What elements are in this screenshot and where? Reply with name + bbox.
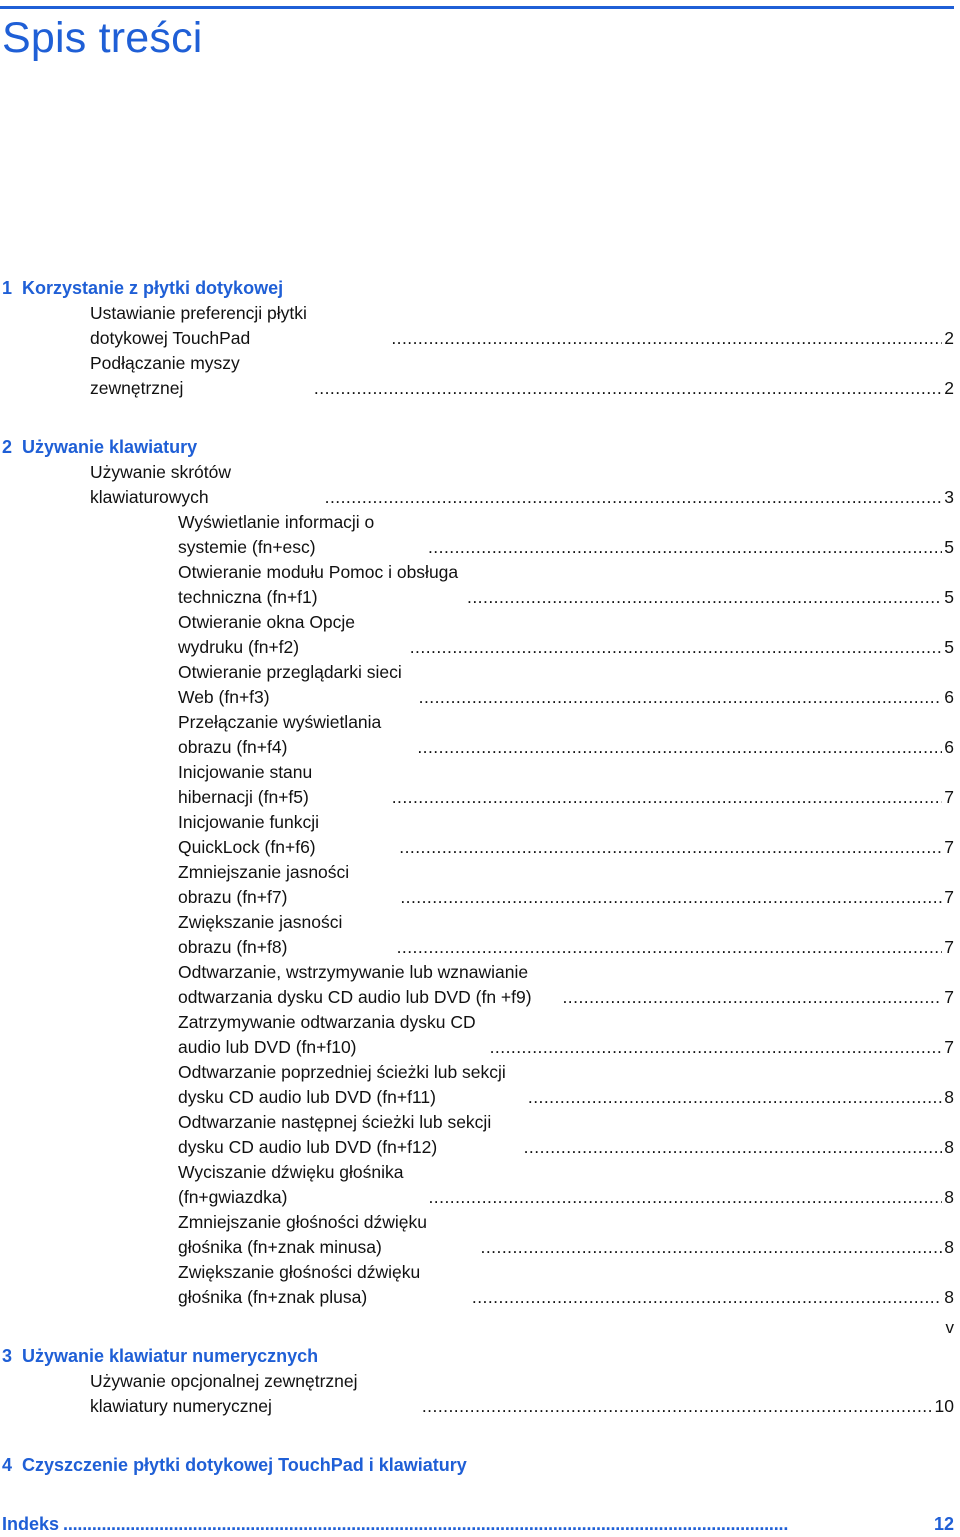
chapter-3-title[interactable] bbox=[0, 1344, 954, 1369]
toc-subentry[interactable] bbox=[0, 660, 954, 710]
toc-subentry-page: 8 bbox=[944, 1237, 954, 1257]
dot-leader bbox=[562, 985, 942, 1010]
toc-entry[interactable] bbox=[0, 351, 954, 401]
page-title: Spis treści bbox=[2, 14, 203, 62]
chapter-number: 2 bbox=[2, 437, 13, 457]
chapter-4-title[interactable] bbox=[0, 1453, 954, 1478]
toc-subentry-label: Inicjowanie stanu hibernacji (fn+f5) bbox=[178, 762, 313, 807]
toc-entry-label: Używanie opcjonalnej zewnętrznej klawiatury numerycznej bbox=[90, 1371, 358, 1416]
top-rule bbox=[0, 6, 954, 9]
toc-subentry[interactable] bbox=[0, 1260, 954, 1310]
toc-subentry[interactable] bbox=[0, 1010, 954, 1060]
chapter-number: 4 bbox=[2, 1455, 13, 1475]
toc-entry-page: 3 bbox=[944, 487, 954, 507]
dot-leader bbox=[490, 1035, 943, 1060]
toc-subentry-label: Zwiększanie głośności dźwięku głośnika (fn+znak plusa) bbox=[178, 1262, 421, 1307]
toc-subentry-page: 5 bbox=[944, 537, 954, 557]
chapter-title-text: Korzystanie z płytki dotykowej bbox=[22, 278, 284, 298]
chapter-title-text: Używanie klawiatury bbox=[22, 437, 198, 457]
dot-leader bbox=[467, 585, 942, 610]
toc-entry-label: Podłączanie myszy zewnętrznej bbox=[90, 353, 240, 398]
toc-subentry-page: 7 bbox=[944, 837, 954, 857]
dot-leader bbox=[400, 885, 942, 910]
toc-subentry-label: Inicjowanie funkcji QuickLock (fn+f6) bbox=[178, 812, 320, 857]
chapter-2-title[interactable] bbox=[0, 435, 954, 460]
dot-leader bbox=[314, 376, 942, 401]
dot-leader bbox=[481, 1235, 943, 1260]
toc-subentry-label: Wyciszanie dźwięku głośnika (fn+gwiazdka) bbox=[178, 1162, 404, 1207]
index-page: 12 bbox=[933, 1514, 954, 1534]
toc-subentry-page: 8 bbox=[944, 1187, 954, 1207]
toc-subentry-page: 7 bbox=[944, 787, 954, 807]
toc-subentry-label: Zmniejszanie głośności dźwięku głośnika (fn+znak minusa) bbox=[178, 1212, 427, 1257]
toc-subentry-label: Otwieranie okna Opcje wydruku (fn+f2) bbox=[178, 612, 356, 657]
index-label: Indeks bbox=[2, 1514, 60, 1534]
table-of-contents bbox=[0, 276, 954, 1537]
page-number: v bbox=[945, 1318, 954, 1337]
dot-leader bbox=[428, 1185, 942, 1210]
toc-subentry-label: Zatrzymywanie odtwarzania dysku CD audio lub DVD (fn+f10) bbox=[178, 1012, 476, 1057]
toc-subentry-page: 7 bbox=[944, 1037, 954, 1057]
dot-leader bbox=[63, 1512, 932, 1537]
toc-entry[interactable] bbox=[0, 1369, 954, 1419]
toc-subentry-label: Odtwarzanie następnej ścieżki lub sekcji dysku CD audio lub DVD (fn+f12) bbox=[178, 1112, 492, 1157]
toc-subentry-label: Odtwarzanie poprzedniej ścieżki lub sekcji dysku CD audio lub DVD (fn+f11) bbox=[178, 1062, 506, 1107]
chapter-1-section bbox=[0, 276, 954, 401]
toc-subentry-page: 7 bbox=[944, 887, 954, 907]
toc-subentry-label: Wyświetlanie informacji o systemie (fn+esc) bbox=[178, 512, 375, 557]
toc-subentry-page: 7 bbox=[944, 937, 954, 957]
toc-subentry-page: 8 bbox=[944, 1087, 954, 1107]
toc-subentry-page: 6 bbox=[944, 687, 954, 707]
toc-subentry-page: 6 bbox=[944, 737, 954, 757]
dot-leader bbox=[399, 835, 942, 860]
toc-subentry[interactable] bbox=[0, 1110, 954, 1160]
dot-leader bbox=[428, 535, 942, 560]
chapter-number: 3 bbox=[2, 1346, 13, 1366]
dot-leader bbox=[524, 1135, 943, 1160]
dot-leader bbox=[472, 1285, 942, 1310]
toc-subentry-page: 8 bbox=[944, 1287, 954, 1307]
dot-leader bbox=[397, 935, 943, 960]
toc-subentry[interactable] bbox=[0, 510, 954, 560]
toc-subentry[interactable] bbox=[0, 760, 954, 810]
chapter-title-text: Czyszczenie płytki dotykowej TouchPad i klawiatury bbox=[22, 1455, 467, 1475]
chapter-2-section bbox=[0, 435, 954, 1310]
toc-entry-page: 10 bbox=[934, 1396, 954, 1416]
dot-leader bbox=[410, 635, 943, 660]
toc-subentry-label: Zmniejszanie jasności obrazu (fn+f7) bbox=[178, 862, 350, 907]
dot-leader bbox=[419, 685, 943, 710]
toc-subentry-label: Odtwarzanie, wstrzymywanie lub wznawianie odtwarzania dysku CD audio lub DVD (fn +f9) bbox=[178, 962, 532, 1007]
chapter-4-section bbox=[0, 1453, 954, 1478]
toc-subentry-page: 5 bbox=[944, 637, 954, 657]
chapter-title-text: Używanie klawiatur numerycznych bbox=[22, 1346, 319, 1366]
chapter-number: 1 bbox=[2, 278, 13, 298]
toc-subentry-label: Otwieranie modułu Pomoc i obsługa techniczna (fn+f1) bbox=[178, 562, 459, 607]
toc-subentry-page: 7 bbox=[944, 987, 954, 1007]
toc-subentry[interactable] bbox=[0, 910, 954, 960]
chapter-3-section bbox=[0, 1344, 954, 1419]
toc-entry-page: 2 bbox=[944, 328, 954, 348]
toc-subentry-label: Otwieranie przeglądarki sieci Web (fn+f3) bbox=[178, 662, 402, 707]
toc-subentry-page: 5 bbox=[944, 587, 954, 607]
toc-subentry[interactable] bbox=[0, 810, 954, 860]
toc-subentry[interactable] bbox=[0, 560, 954, 610]
toc-subentry-label: Zwiększanie jasności obrazu (fn+f8) bbox=[178, 912, 343, 957]
index-entry[interactable] bbox=[0, 1512, 954, 1537]
toc-entry-page: 2 bbox=[944, 378, 954, 398]
index-section bbox=[0, 1512, 954, 1537]
toc-subentry-page: 8 bbox=[944, 1137, 954, 1157]
dot-leader bbox=[417, 735, 942, 760]
toc-entry-label: Używanie skrótów klawiaturowych bbox=[90, 462, 232, 507]
dot-leader bbox=[325, 485, 943, 510]
chapter-1-title[interactable] bbox=[0, 276, 954, 301]
toc-subentry[interactable] bbox=[0, 860, 954, 910]
toc-entry[interactable] bbox=[0, 460, 954, 510]
dot-leader bbox=[528, 1085, 942, 1110]
toc-entry-label: Ustawianie preferencji płytki dotykowej TouchPad bbox=[90, 303, 307, 348]
toc-subentry[interactable] bbox=[0, 710, 954, 760]
toc-subentry-label: Przełączanie wyświetlania obrazu (fn+f4) bbox=[178, 712, 382, 757]
dot-leader bbox=[391, 326, 942, 351]
toc-entry[interactable] bbox=[0, 301, 954, 351]
dot-leader bbox=[392, 785, 943, 810]
dot-leader bbox=[422, 1394, 933, 1419]
toc-subentry[interactable] bbox=[0, 960, 954, 1010]
toc-subentry[interactable] bbox=[0, 1210, 954, 1260]
toc-subentry[interactable] bbox=[0, 610, 954, 660]
toc-subentry[interactable] bbox=[0, 1060, 954, 1110]
toc-subentry[interactable] bbox=[0, 1160, 954, 1210]
